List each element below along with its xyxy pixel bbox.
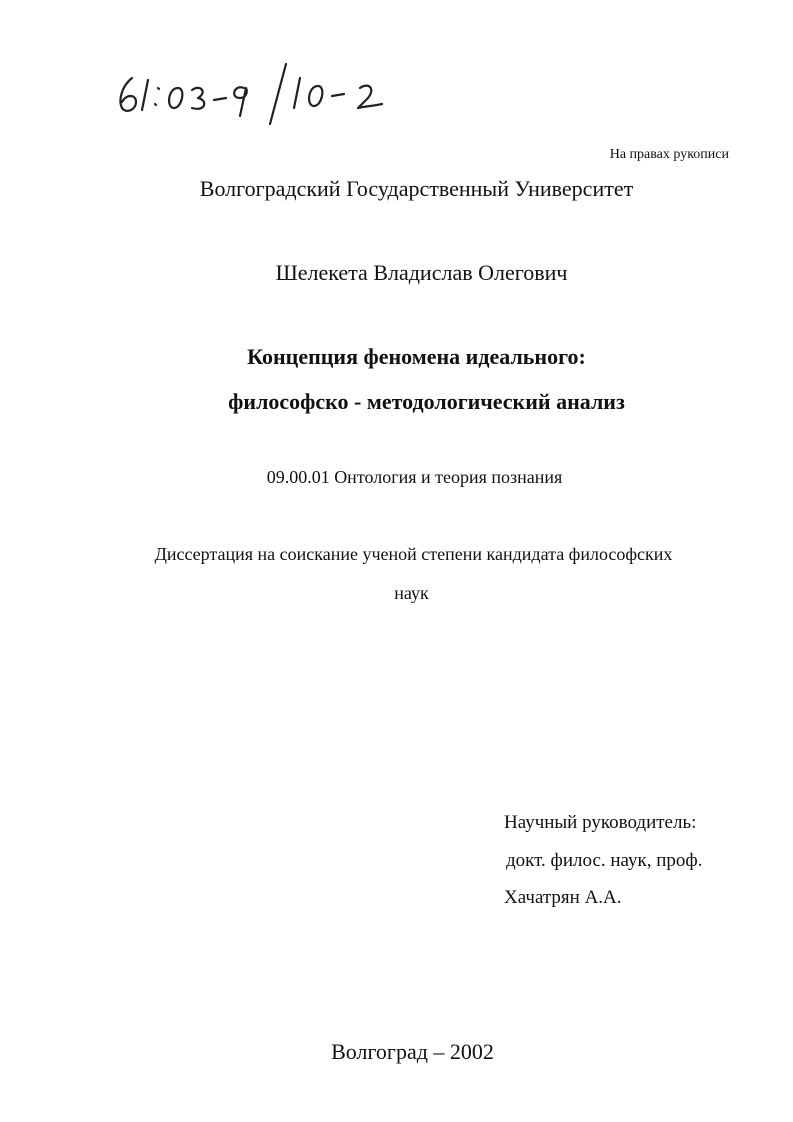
supervisor-degree: докт. филос. наук, проф. (506, 850, 703, 871)
rights-note: На правах рукописи (609, 147, 729, 162)
supervisor-name: Хачатрян А.А. (504, 887, 622, 908)
university-name: Волгоградский Государственный Университет (199, 176, 634, 201)
handwritten-archive-code (110, 58, 410, 128)
specialty-code: 09.00.01 Онтология и теория познания (266, 467, 563, 487)
thesis-title-line-2: философско - методологический анализ (228, 389, 625, 414)
supervisor-label: Научный руководитель: (504, 812, 697, 833)
author-name: Шелекета Владислав Олегович (275, 260, 568, 285)
thesis-title-line-1: Концепция феномена идеального: (247, 344, 586, 369)
dissertation-type-line-2: наук (394, 583, 429, 603)
dissertation-type-line-1: Диссертация на соискание ученой степени кандидата философских (154, 544, 673, 564)
city-year: Волгоград – 2002 (331, 1039, 494, 1064)
